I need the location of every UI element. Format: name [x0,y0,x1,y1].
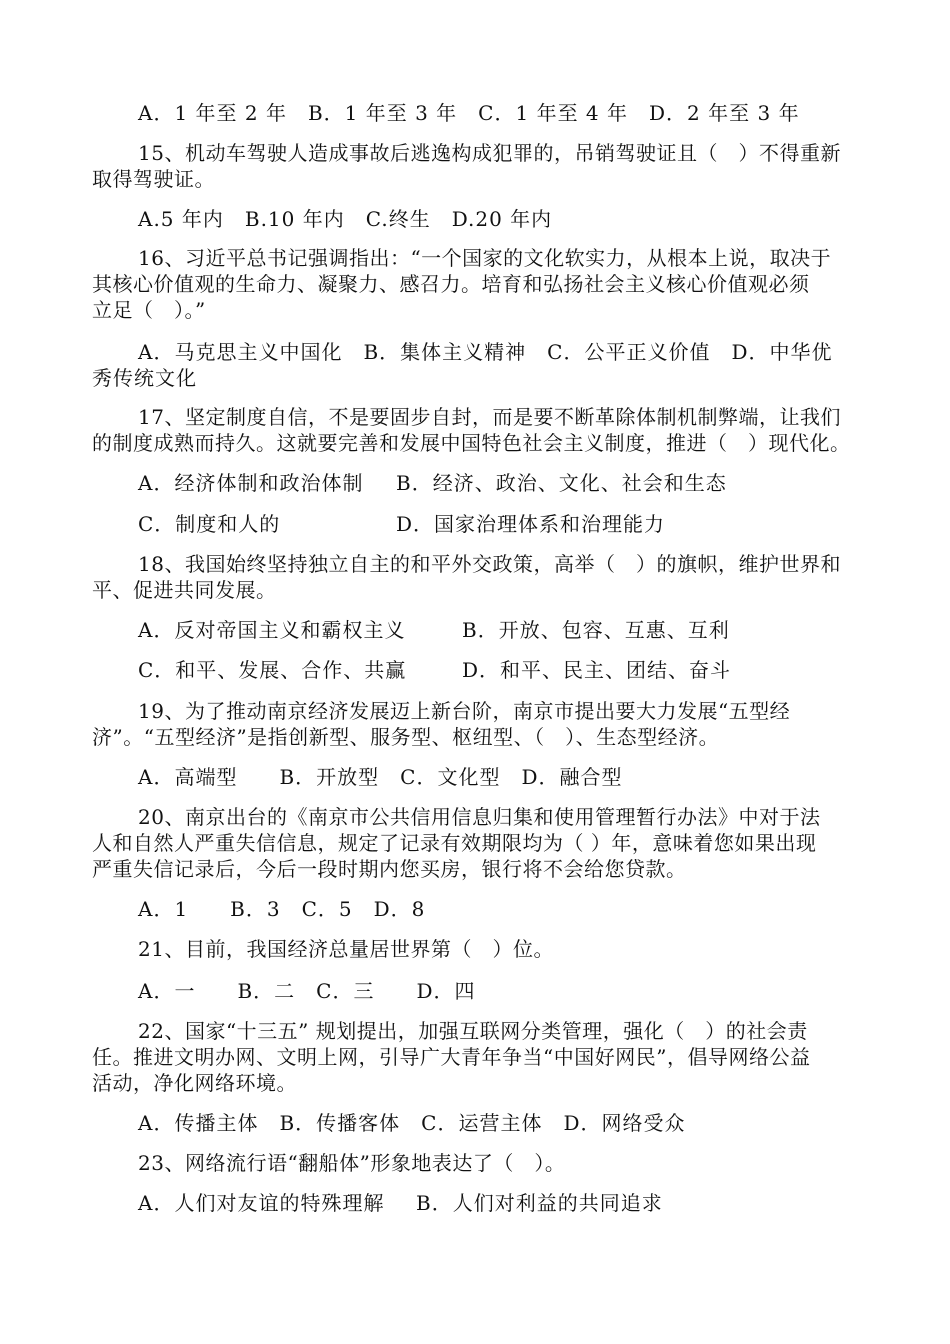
q18-option-d: D．和平、民主、团结、奋斗 [462,658,732,682]
q17-text-line1: 17、坚定制度自信，不是要固步自封，而是要不断革除体制机制弊端，让我们 [138,405,841,429]
q14-options: A．1 年至 2 年 B．1 年至 3 年 C．1 年至 4 年 D．2 年至 3 年 [138,101,800,125]
q16-text-line2: 其核心价值观的生命力、凝聚力、感召力。培育和弘扬社会主义核心价值观必须 [92,272,810,296]
q22-text-line3: 活动，净化网络环境。 [92,1071,297,1095]
q22-options: A．传播主体 B．传播客体 C．运营主体 D．网络受众 [138,1111,686,1135]
q17-text-line2: 的制度成熟而持久。这就要完善和发展中国特色社会主义制度，推进（ ）现代化。 [92,431,851,455]
q20-options: A．1 B．3 C．5 D．8 [138,897,426,921]
q17-option-d: D．国家治理体系和治理能力 [396,512,666,536]
q22-text-line2: 任。推进文明办网、文明上网，引导广大青年争当“中国好网民”，倡导网络公益 [92,1045,811,1069]
q16-text-line3: 立足（ ）。” [92,298,206,322]
q23-option-a: A．人们对友谊的特殊理解 [138,1191,385,1215]
q19-options: A．高端型 B．开放型 C．文化型 D．融合型 [138,765,623,789]
q16-text-line1: 16、习近平总书记强调指出：“一个国家的文化软实力，从根本上说，取决于 [138,246,832,270]
q18-text-line1: 18、我国始终坚持独立自主的和平外交政策，高举（ ）的旗帜，维护世界和 [138,552,841,576]
q17-option-c: C．制度和人的 [138,512,281,536]
q18-option-b: B．开放、包容、互惠、互利 [462,618,730,642]
q22-text-line1: 22、国家“十三五” 规划提出，加强互联网分类管理，强化（ ）的社会责 [138,1019,808,1043]
q20-text-line2: 人和自然人严重失信信息，规定了记录有效期限均为（ ）年，意味着您如果出现 [92,831,817,855]
q19-text-line2: 济”。“五型经济”是指创新型、服务型、枢纽型、（ ）、生态型经济。 [92,725,720,749]
q18-option-a: A．反对帝国主义和霸权主义 [138,618,406,642]
q23-option-b: B．人们对利益的共同追求 [416,1191,663,1215]
q20-text-line3: 严重失信记录后，今后一段时期内您买房，银行将不会给您贷款。 [92,857,687,881]
q15-text-line1: 15、机动车驾驶人造成事故后逃逸构成犯罪的，吊销驾驶证且（ ）不得重新 [138,141,841,165]
q21-text-line1: 21、目前，我国经济总量居世界第（ ）位。 [138,937,554,961]
q15-options: A.5 年内 B.10 年内 C.终生 D.20 年内 [138,207,553,231]
q16-options-line1: A．马克思主义中国化 B．集体主义精神 C．公平正义价值 D．中华优 [138,340,833,364]
q19-text-line1: 19、为了推动南京经济发展迈上新台阶，南京市提出要大力发展“五型经 [138,699,791,723]
q23-text-line1: 23、网络流行语“翻船体”形象地表达了（ ）。 [138,1151,566,1175]
q17-option-b: B．经济、政治、文化、社会和生态 [396,471,727,495]
q21-options: A．一 B．二 C．三 D．四 [138,979,476,1003]
q20-text-line1: 20、南京出台的《南京市公共信用信息归集和使用管理暂行办法》中对于法 [138,805,821,829]
q18-option-c: C．和平、发展、合作、共赢 [138,658,407,682]
q15-text-line2: 取得驾驶证。 [92,167,215,191]
q17-option-a: A．经济体制和政治体制 [138,471,364,495]
q18-text-line2: 平、促进共同发展。 [92,578,277,602]
q16-options-line2: 秀传统文化 [92,366,197,390]
